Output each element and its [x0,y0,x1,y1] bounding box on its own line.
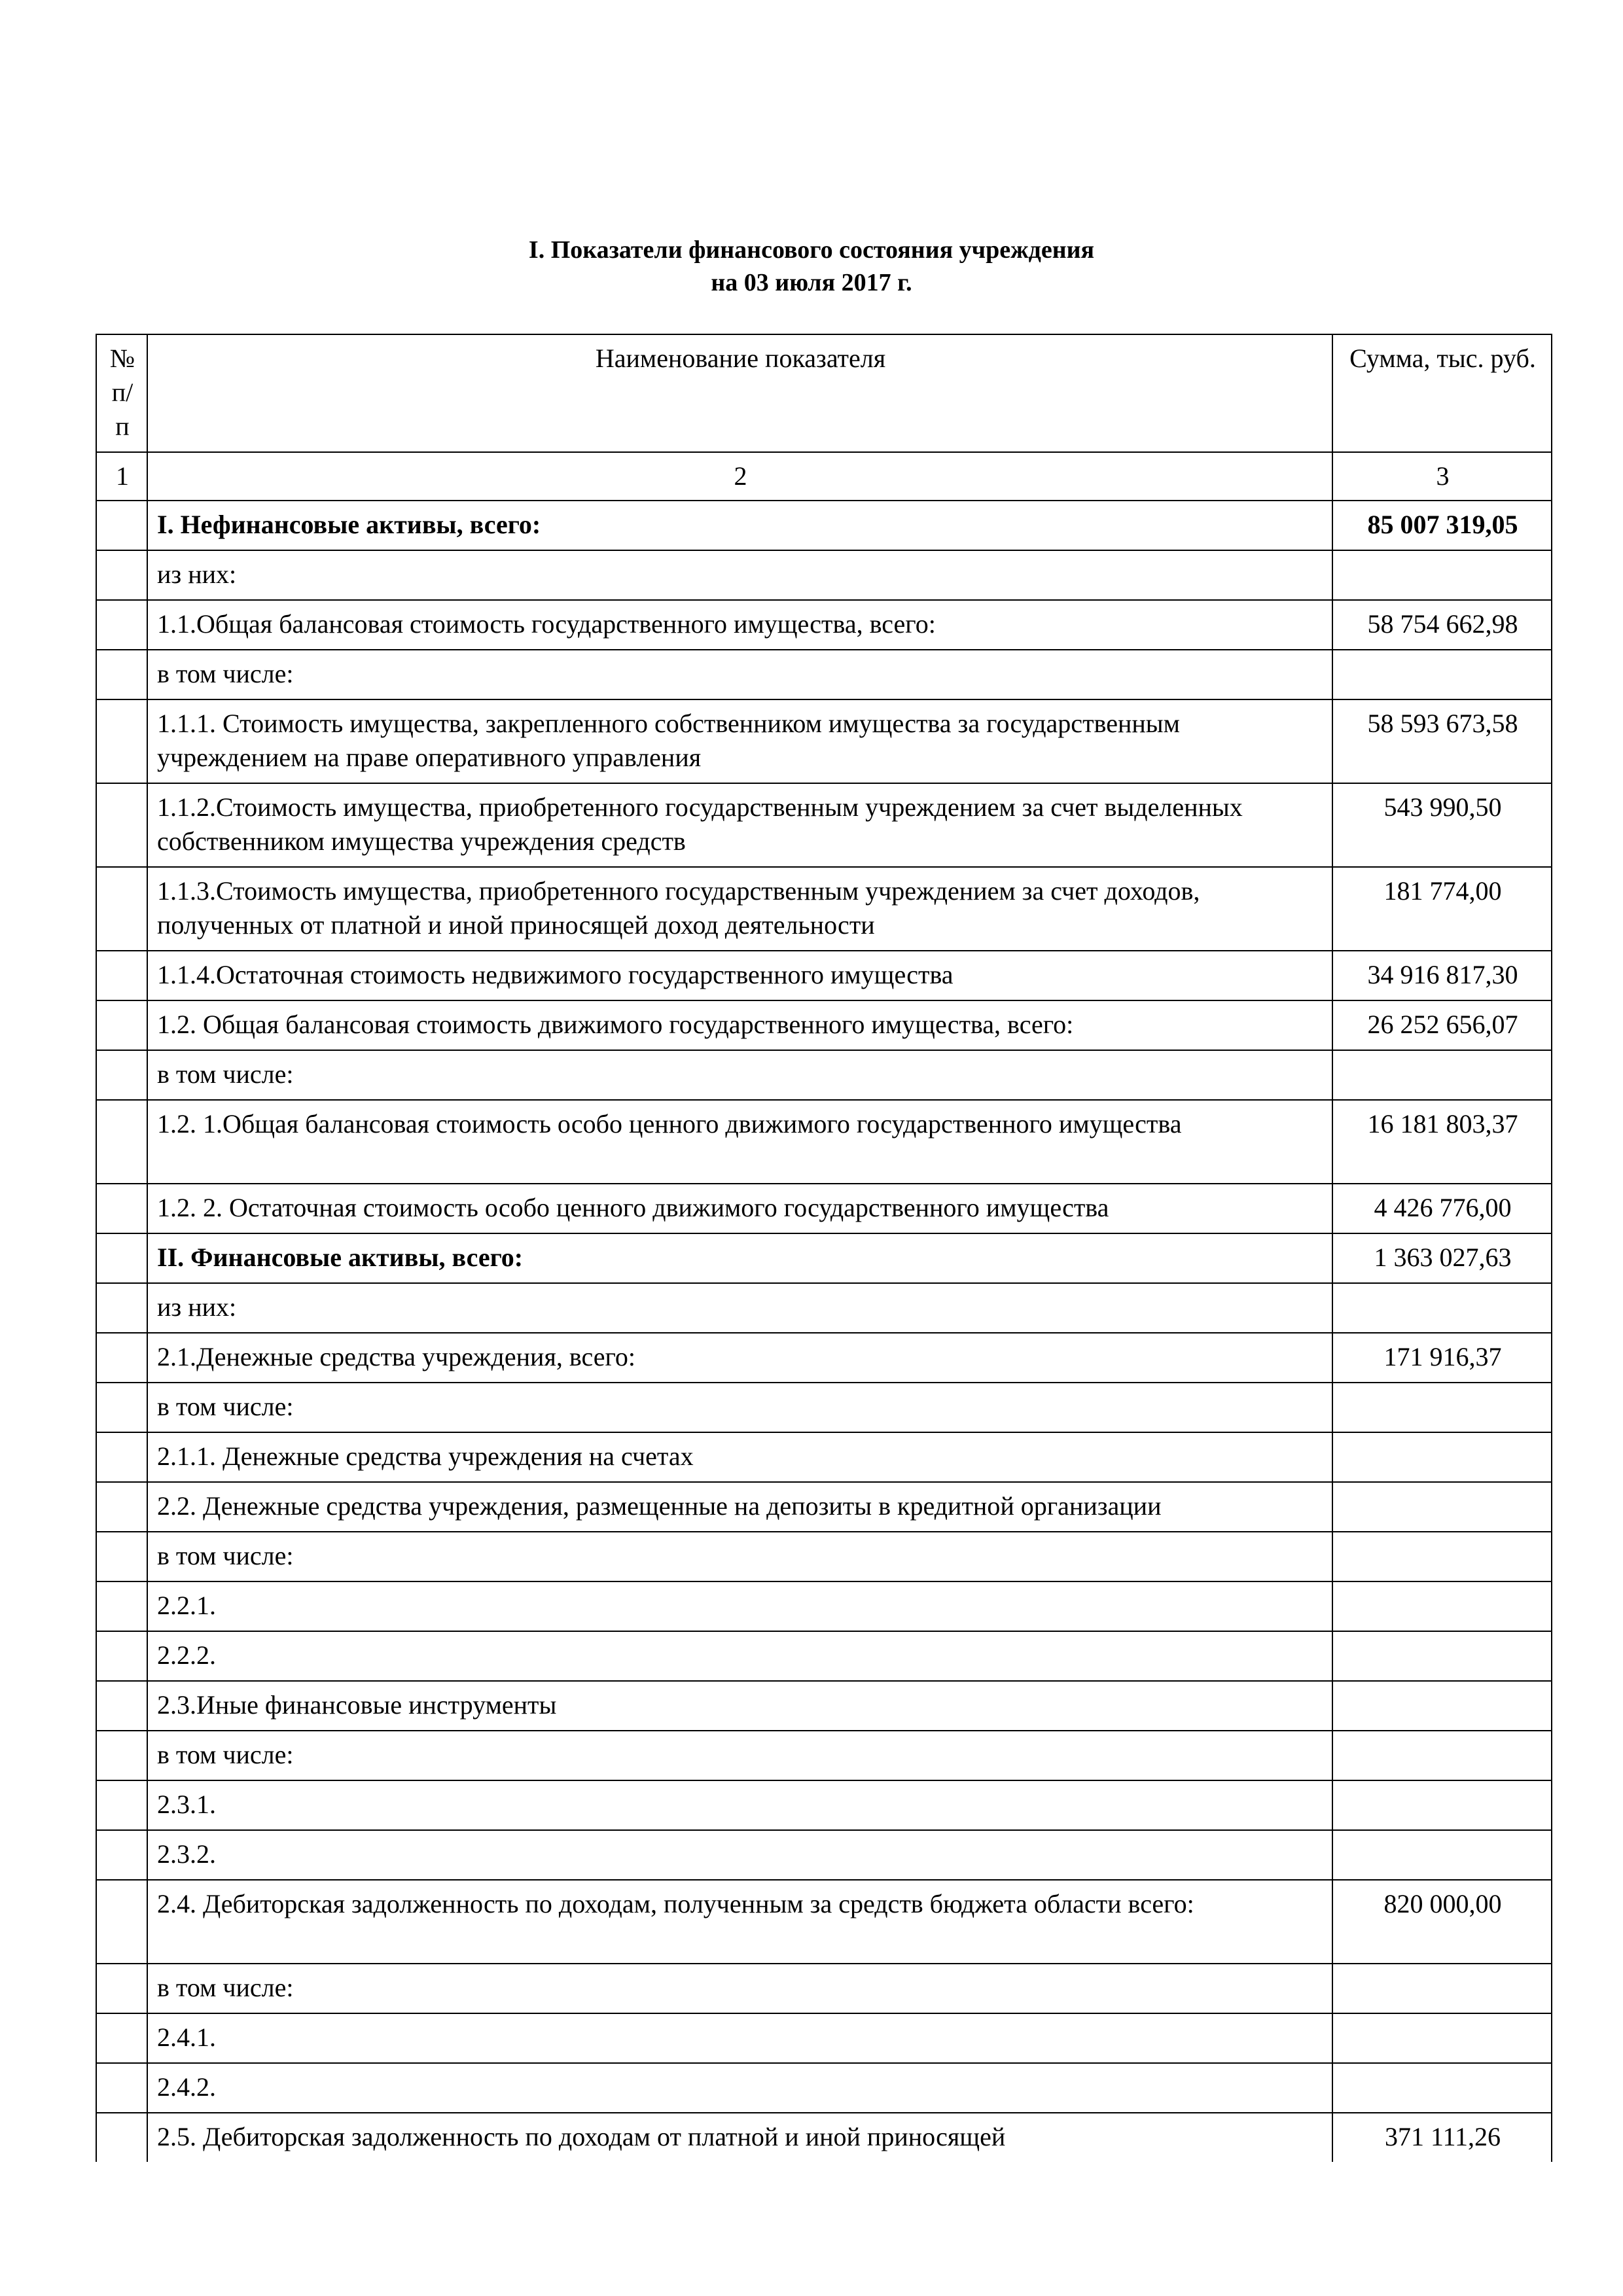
row-sum-value: 58 754 662,98 [1332,600,1552,650]
table-row [96,1383,1552,1432]
row-number-cell [96,1050,147,1100]
row-number-cell [96,1731,147,1780]
row-indicator-name: из них: [147,550,1332,600]
row-number-cell [96,1681,147,1731]
row-indicator-name: 1.2. Общая балансовая стоимость движимого государственного имущества, всего: [147,1000,1332,1050]
row-indicator-name: в том числе: [147,1532,1332,1581]
row-sum-value [1332,1482,1552,1532]
header-indicator-name: Наименование показателя [147,334,1332,452]
table-row [96,1780,1552,1830]
row-number-cell [96,1482,147,1532]
table-header-row [96,334,1552,452]
row-number-cell [96,501,147,550]
row-sum-value [1332,1581,1552,1631]
row-indicator-name: 2.1.Денежные средства учреждения, всего: [147,1333,1332,1383]
table-row [96,501,1552,550]
row-number-cell [96,1830,147,1880]
row-sum-value [1332,1283,1552,1333]
row-number-cell [96,1383,147,1432]
table-row [96,1432,1552,1482]
row-sum-value [1332,2063,1552,2113]
financial-indicators-table [96,334,1552,2162]
column-number-2: 2 [147,452,1332,501]
table-row [96,1964,1552,2013]
row-sum-value: 171 916,37 [1332,1333,1552,1383]
header-sum: Сумма, тыс. руб. [1332,334,1552,452]
row-sum-value [1332,1432,1552,1482]
table-row [96,1631,1552,1681]
row-sum-value [1332,1964,1552,2013]
row-number-cell [96,1333,147,1383]
row-indicator-name: 1.1.1. Стоимость имущества, закрепленного собственником имущества за государственным учреждением на праве оперативного управления [147,699,1332,783]
row-indicator-name: 2.1.1. Денежные средства учреждения на счетах [147,1432,1332,1482]
table-row [96,2013,1552,2063]
row-sum-value [1332,1731,1552,1780]
row-sum-value: 1 363 027,63 [1332,1233,1552,1283]
table-row [96,1581,1552,1631]
row-indicator-name: II. Финансовые активы, всего: [147,1233,1332,1283]
row-indicator-name: 2.4. Дебиторская задолженность по доходам, полученным за средств бюджета области всего: [147,1880,1332,1964]
row-sum-value [1332,1532,1552,1581]
table-row [96,1000,1552,1050]
table-row [96,1233,1552,1283]
table-row [96,1050,1552,1100]
row-sum-value: 85 007 319,05 [1332,501,1552,550]
column-number-row [96,452,1552,501]
row-number-cell [96,1283,147,1333]
table-row [96,1482,1552,1532]
table-row [96,1283,1552,1333]
row-number-cell [96,1233,147,1283]
row-number-cell [96,2013,147,2063]
row-number-cell [96,699,147,783]
table-row [96,951,1552,1000]
row-sum-value: 26 252 656,07 [1332,1000,1552,1050]
row-number-cell [96,1581,147,1631]
row-indicator-name: 1.1.3.Стоимость имущества, приобретенного государственным учреждением за счет доходов, полученных от платной и иной приносящей доход деятельности [147,867,1332,951]
row-sum-value [1332,1830,1552,1880]
header-number: № п/п [96,334,147,452]
row-number-cell [96,1432,147,1482]
row-number-cell [96,600,147,650]
row-indicator-name: 1.2. 2. Остаточная стоимость особо ценного движимого государственного имущества [147,1184,1332,1233]
table-row [96,600,1552,650]
row-sum-value: 4 426 776,00 [1332,1184,1552,1233]
row-indicator-name: в том числе: [147,1383,1332,1432]
table-row [96,1681,1552,1731]
row-number-cell [96,867,147,951]
row-indicator-name: 2.4.1. [147,2013,1332,2063]
row-indicator-name: 2.2.1. [147,1581,1332,1631]
row-sum-value [1332,650,1552,699]
row-number-cell [96,951,147,1000]
row-sum-value [1332,1681,1552,1731]
table-row [96,2063,1552,2113]
row-number-cell [96,650,147,699]
row-sum-value: 58 593 673,58 [1332,699,1552,783]
row-sum-value [1332,1631,1552,1681]
row-indicator-name: I. Нефинансовые активы, всего: [147,501,1332,550]
row-number-cell [96,2113,147,2162]
column-number-1: 1 [96,452,147,501]
row-indicator-name: 2.5. Дебиторская задолженность по доходам от платной и иной приносящей [147,2113,1332,2162]
row-indicator-name: в том числе: [147,1964,1332,2013]
row-indicator-name: 2.3.1. [147,1780,1332,1830]
row-indicator-name: из них: [147,1283,1332,1333]
row-indicator-name: 2.3.2. [147,1830,1332,1880]
row-indicator-name: в том числе: [147,1731,1332,1780]
row-sum-value [1332,2013,1552,2063]
table-row [96,1830,1552,1880]
row-number-cell [96,550,147,600]
row-number-cell [96,2063,147,2113]
row-indicator-name: 2.3.Иные финансовые инструменты [147,1681,1332,1731]
row-number-cell [96,1000,147,1050]
row-sum-value: 820 000,00 [1332,1880,1552,1964]
table-row [96,867,1552,951]
row-sum-value [1332,1050,1552,1100]
table-row [96,1731,1552,1780]
table-row [96,1333,1552,1383]
row-number-cell [96,1100,147,1184]
row-indicator-name: в том числе: [147,1050,1332,1100]
row-indicator-name: 1.1.4.Остаточная стоимость недвижимого государственного имущества [147,951,1332,1000]
row-sum-value [1332,1780,1552,1830]
row-indicator-name: 2.2.2. [147,1631,1332,1681]
table-row [96,1100,1552,1184]
table-row [96,2113,1552,2162]
table-row [96,1880,1552,1964]
document-date: на 03 июля 2017 г. [711,269,912,296]
table-row [96,1184,1552,1233]
row-indicator-name: 2.2. Денежные средства учреждения, размещенные на депозиты в кредитной организации [147,1482,1332,1532]
row-number-cell [96,1184,147,1233]
row-number-cell [96,1780,147,1830]
row-sum-value: 371 111,26 [1332,2113,1552,2162]
row-indicator-name: 1.2. 1.Общая балансовая стоимость особо ценного движимого государственного имущества [147,1100,1332,1184]
table-row [96,699,1552,783]
table-row [96,550,1552,600]
table-row [96,650,1552,699]
row-indicator-name: 1.1.Общая балансовая стоимость государственного имущества, всего: [147,600,1332,650]
row-number-cell [96,1880,147,1964]
table-row [96,1532,1552,1581]
row-sum-value: 34 916 817,30 [1332,951,1552,1000]
table-row [96,783,1552,867]
row-sum-value: 181 774,00 [1332,867,1552,951]
row-sum-value: 16 181 803,37 [1332,1100,1552,1184]
row-number-cell [96,1631,147,1681]
row-sum-value [1332,1383,1552,1432]
row-number-cell [96,1532,147,1581]
row-sum-value [1332,550,1552,600]
row-indicator-name: в том числе: [147,650,1332,699]
document-title: I. Показатели финансового состояния учреждения [528,236,1095,264]
row-sum-value: 543 990,50 [1332,783,1552,867]
row-number-cell [96,1964,147,2013]
row-indicator-name: 2.4.2. [147,2063,1332,2113]
row-number-cell [96,783,147,867]
column-number-3: 3 [1332,452,1552,501]
row-indicator-name: 1.1.2.Стоимость имущества, приобретенного государственным учреждением за счет выделенных собственником имущества учреждения средств [147,783,1332,867]
